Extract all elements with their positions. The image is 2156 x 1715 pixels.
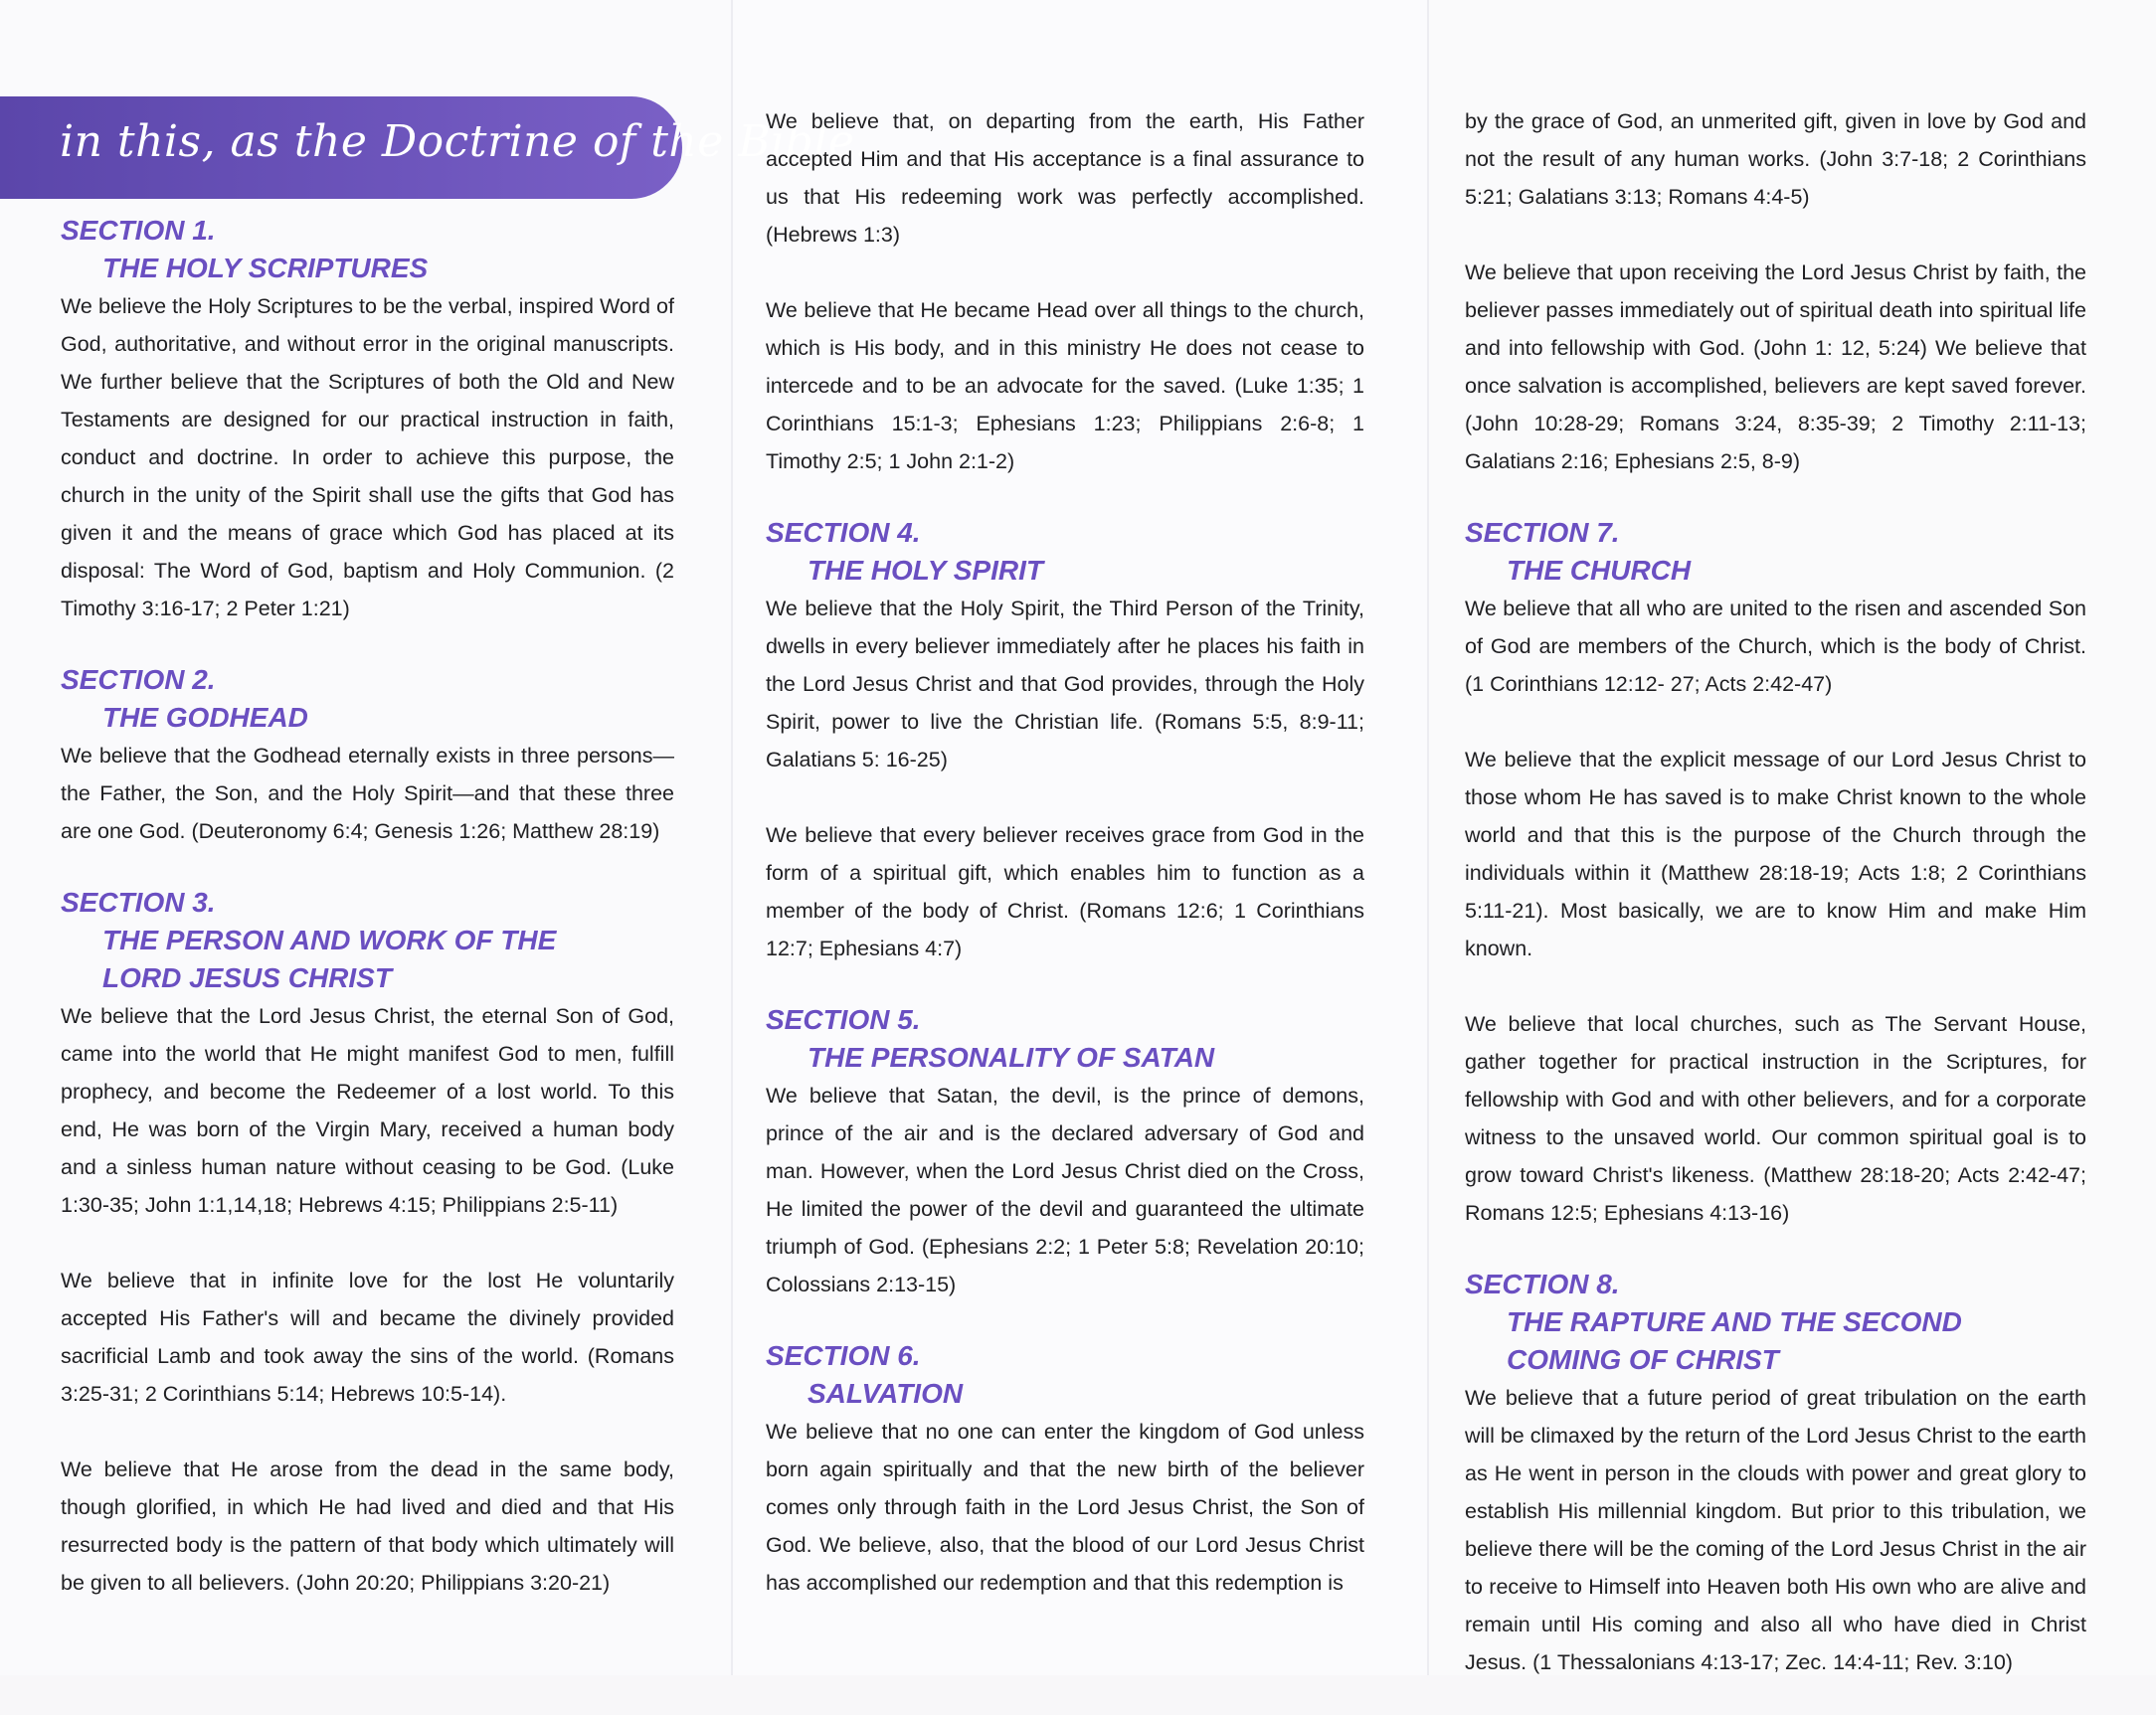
doctrine-section	[61, 212, 674, 627]
section-paragraph: We believe that, on departing from the earth, His Father accepted Him and that His acceptance is a final assurance to us that His redeeming work was perfectly accomplished. (Hebrews 1:3)	[766, 109, 1364, 247]
section-paragraph: We believe that a future period of great tribulation on the earth will be climaxed by the return of the Lord Jesus Christ to the earth as He went in person in the clouds with power and great glory to establish His millennial kingdom. But prior to this tribulation, we believe there will be the coming of the Lord Jesus Christ in the air to receive to Himself into Heaven both His own who are alive and remain until His coming and also all who have died in Christ Jesus. (1 Thessalonians 4:13-17; Zec. 14:4-11; Rev. 3:10)	[1465, 1386, 2087, 1674]
section-number: SECTION 4.	[766, 517, 921, 548]
section-title: THE HOLY SPIRIT	[808, 555, 1043, 586]
banner-text: in this, as the Doctrine of the Bible.	[60, 116, 869, 167]
section-title: THE PERSONALITY OF SATAN	[808, 1042, 1215, 1073]
section-title: SALVATION	[808, 1378, 964, 1409]
section-paragraph: We believe that the explicit message of our Lord Jesus Christ to those whom He has saved is to make Christ known to the whole world and that this is the purpose of the Church through the individuals within it (Matthew 28:18-19; Acts 1:8; 2 Corinthians 5:11-21). Most basically, we are to know Him and make Him known.	[1465, 748, 2086, 960]
section-title: LORD JESUS CHRIST	[102, 962, 392, 993]
section-title: THE GODHEAD	[102, 702, 308, 733]
section-title: THE CHURCH	[1507, 555, 1692, 586]
section-title: COMING OF CHRIST	[1507, 1344, 1779, 1375]
section-number: SECTION 2.	[61, 664, 216, 695]
section-paragraph: We believe that every believer receives grace from God in the form of a spiritual gift, which enables him to function as a member of the body of Christ. (Romans 12:6; 1 Corinthians 12:7; Ephesians 4:7)	[766, 823, 1364, 960]
doctrine-section	[1465, 514, 2086, 1232]
section-number: SECTION 3.	[61, 887, 216, 918]
section-paragraph: We believe that He arose from the dead in the same body, though glorified, in which He had lived and died and that His resurrected body is the pattern of that body which ultimately will be given to all believers. (John 20:20; Philippians 3:20-21)	[61, 1458, 674, 1595]
section-title: THE RAPTURE AND THE SECOND	[1507, 1306, 1962, 1337]
section-paragraph: by the grace of God, an unmerited gift, given in love by God and not the result of any human works. (John 3:7-18; 2 Corinthians 5:21; Galatians 3:13; Romans 4:4-5)	[1465, 109, 2086, 209]
section-number: SECTION 7.	[1465, 517, 1620, 548]
section-paragraph: We believe that all who are united to the risen and ascended Son of God are members of the Church, which is the body of Christ. (1 Corinthians 12:12- 27; Acts 2:42-47)	[1465, 597, 2086, 696]
doctrine-section	[766, 514, 1364, 967]
doctrine-section	[766, 1001, 1364, 1303]
section-number: SECTION 1.	[61, 215, 216, 246]
section-number: SECTION 8.	[1465, 1269, 1620, 1299]
doctrine-banner	[0, 96, 869, 199]
section-paragraph: We believe that He became Head over all things to the church, which is His body, and in this ministry He does not cease to intercede and to be an advocate for the saved. (Luke 1:35; 1 Corinthians 15:1-3; Ephesians 1:23; Philippians 2:6-8; 1 Timothy 2:5; 1 John 2:1-2)	[766, 298, 1364, 473]
doctrine-section	[1465, 102, 2086, 480]
column-3	[1465, 102, 2086, 1715]
section-number: SECTION 6.	[766, 1340, 921, 1371]
section-paragraph: We believe that upon receiving the Lord Jesus Christ by faith, the believer passes immediately out of spiritual death into spiritual life and into fellowship with God. (John 1: 12, 5:24) We believe that once salvation is accomplished, believers are kept saved forever. (John 10:28-29; Romans 3:24, 8:35-39; 2 Timothy 2:11-13; Galatians 2:16; Ephesians 2:5, 8-9)	[1465, 260, 2086, 473]
fold-line	[1427, 0, 1429, 1675]
doctrine-section	[766, 1337, 1364, 1602]
section-paragraph: We believe that Satan, the devil, is the prince of demons, prince of the air and is the declared adversary of God and man. However, when the Lord Jesus Christ died on the Cross, He limited the power of the devil and guaranteed the ultimate triumph of God. (Ephesians 2:2; 1 Peter 5:8; Revelation 20:10; Colossians 2:13-15)	[766, 1084, 1364, 1296]
column-1	[61, 212, 674, 1635]
section-paragraph: We believe that the Lord Jesus Christ, the eternal Son of God, came into the world that He might manifest God to men, fulfill prophecy, and become the Redeemer of a lost world. To this end, He was born of the Virgin Mary, received a human body and a sinless human nature without ceasing to be God. (Luke 1:30-35; John 1:1,14,18; Hebrews 4:15; Philippians 2:5-11)	[61, 1004, 674, 1217]
section-paragraph: We believe that in infinite love for the lost He voluntarily accepted His Father's will and became the divinely provided sacrificial Lamb and took away the sins of the world. (Romans 3:25-31; 2 Corinthians 5:14; Hebrews 10:5-14).	[61, 1269, 674, 1406]
section-paragraph: We believe that the Holy Spirit, the Third Person of the Trinity, dwells in every believer immediately after he places his faith in the Lord Jesus Christ and that God provides, through the Holy Spirit, power to live the Christian life. (Romans 5:5, 8:9-11; Galatians 5: 16-25)	[766, 597, 1364, 772]
doctrine-section	[61, 661, 674, 850]
doctrine-section	[61, 884, 674, 1602]
section-paragraph: We believe that the Godhead eternally exists in three persons—the Father, the Son, and the Holy Spirit—and that these three are one God. (Deuteronomy 6:4; Genesis 1:26; Matthew 28:19)	[61, 744, 674, 843]
fold-line	[731, 0, 733, 1675]
column-2	[766, 102, 1364, 1635]
section-paragraph: We believe the Holy Scriptures to be the verbal, inspired Word of God, authoritative, and without error in the original manuscripts. We further believe that the Scriptures of both the Old and New Testaments are designed for our practical instruction in faith, conduct and doctrine. In order to achieve this purpose, the church in the unity of the Spirit shall use the gifts that God has given it and the means of grace which God has placed at its disposal: The Word of God, baptism and Holy Communion. (2 Timothy 3:16-17; 2 Peter 1:21)	[61, 294, 674, 620]
section-number: SECTION 5.	[766, 1004, 921, 1035]
section-title: THE PERSON AND WORK OF THE	[102, 925, 557, 955]
section-title: THE HOLY SCRIPTURES	[102, 253, 429, 283]
section-paragraph: We believe that local churches, such as The Servant House, gather together for practical instruction in the Scriptures, for fellowship with God and with other believers, and for a corporate witness to the unsaved world. Our common spiritual goal is to grow toward Christ's likeness. (Matthew 28:18-20; Acts 2:42-47; Romans 12:5; Ephesians 4:13-16)	[1465, 1012, 2086, 1225]
section-paragraph: We believe that no one can enter the kingdom of God unless born again spiritually and that the new birth of the believer comes only through faith in the Lord Jesus Christ, the Son of God. We believe, also, that the blood of our Lord Jesus Christ has accomplished our redemption and that this redemption is	[766, 1420, 1364, 1595]
doctrine-section	[1465, 1266, 2086, 1681]
doctrine-section	[766, 102, 1364, 480]
